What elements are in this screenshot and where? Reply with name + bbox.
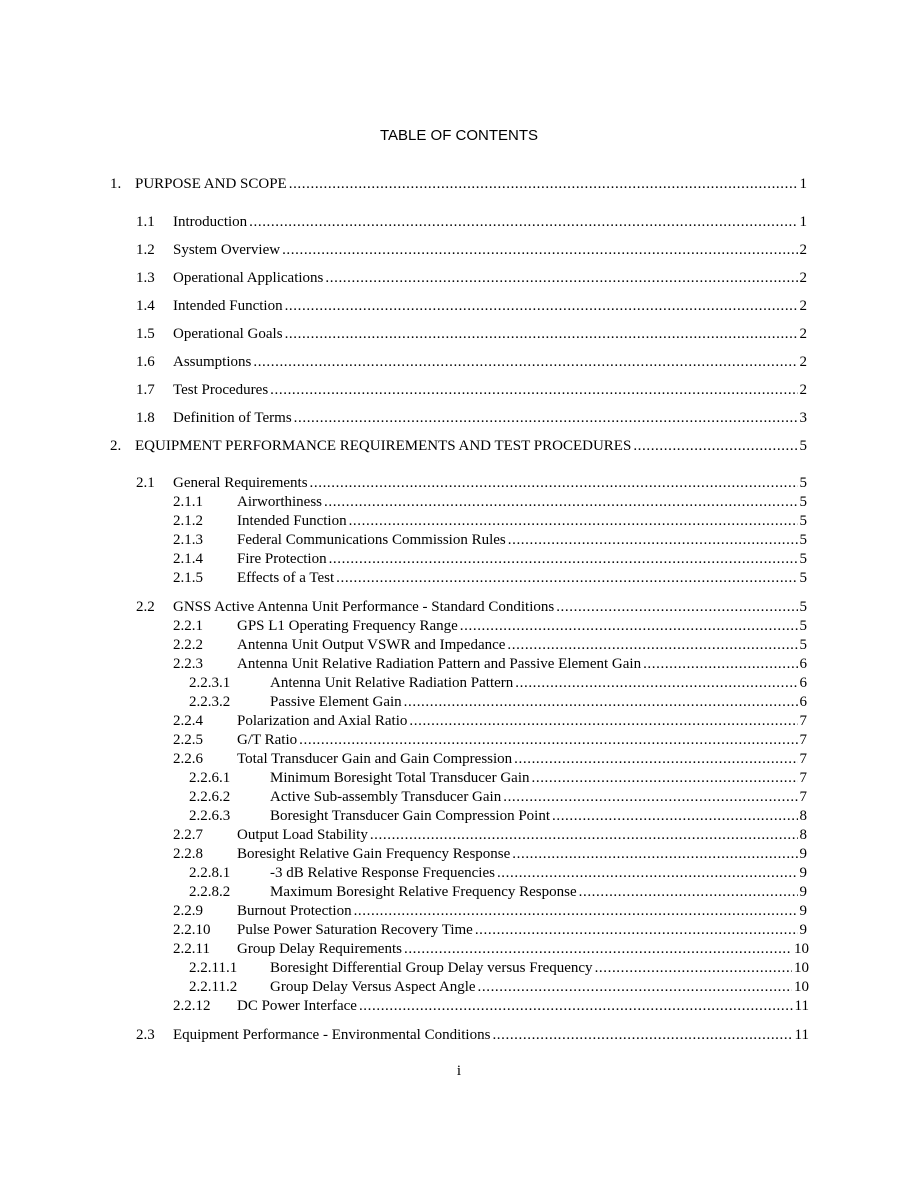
leader-dots — [633, 437, 797, 456]
toc-entry-number: 1.2 — [136, 242, 155, 258]
toc-entry-page: 7 — [799, 789, 807, 805]
toc-entry-number: 2.2 — [136, 599, 155, 615]
toc-entry-page: 9 — [799, 884, 807, 900]
toc-entry[interactable] — [173, 636, 807, 655]
toc-entry[interactable] — [173, 655, 807, 674]
toc-entry-number: 1.5 — [136, 326, 155, 342]
toc-entry-number: 2.2.11.2 — [189, 979, 238, 995]
toc-entry-text: Output Load Stability — [237, 827, 368, 843]
leader-dots — [324, 493, 798, 512]
toc-entry-number: 2.2.6 — [173, 751, 203, 767]
toc-entry-number: 1.3 — [136, 270, 155, 286]
toc-entry[interactable] — [136, 598, 807, 617]
toc-entry[interactable] — [189, 674, 807, 693]
toc-entry-page: 5 — [799, 551, 807, 567]
toc-entry-page: 9 — [799, 846, 807, 862]
toc-entry-page: 10 — [794, 960, 809, 976]
toc-entry-number: 1.8 — [136, 410, 155, 426]
toc-entry-page: 9 — [799, 903, 807, 919]
leader-dots — [478, 978, 792, 997]
leader-dots — [475, 921, 798, 940]
toc-entry[interactable] — [136, 241, 807, 260]
toc-entry-page: 6 — [799, 694, 807, 710]
leader-dots — [249, 213, 797, 232]
leader-dots — [503, 788, 797, 807]
toc-entry[interactable] — [136, 474, 807, 493]
toc-entry-text: Fire Protection — [237, 551, 327, 567]
toc-entry-page: 5 — [799, 475, 807, 491]
toc-entry[interactable] — [173, 493, 807, 512]
toc-entry[interactable] — [173, 531, 807, 550]
toc-entry-page: 7 — [799, 751, 807, 767]
leader-dots — [270, 381, 797, 400]
toc-entry[interactable] — [173, 921, 807, 940]
toc-entry-number: 2.2.8.1 — [189, 865, 231, 881]
toc-entry-number: 2.2.8 — [173, 846, 203, 862]
toc-entry-number: 2.1.3 — [173, 532, 203, 548]
toc-entry-text: Intended Function — [173, 298, 283, 314]
toc-entry-number: 1.6 — [136, 354, 155, 370]
toc-entry-page: 10 — [794, 979, 809, 995]
toc-entry-text: Group Delay Requirements — [237, 941, 402, 957]
toc-entry-number: 2.2.3 — [173, 656, 203, 672]
toc-entry-text: EQUIPMENT PERFORMANCE REQUIREMENTS AND TEST PROCEDURES — [135, 438, 632, 454]
leader-dots — [294, 409, 798, 428]
toc-entry-page: 2 — [799, 382, 807, 398]
toc-entry-number: 2.2.7 — [173, 827, 203, 843]
toc-entry[interactable] — [173, 826, 807, 845]
leader-dots — [289, 175, 798, 194]
toc-entry[interactable] — [189, 978, 809, 997]
toc-entry-number: 1.7 — [136, 382, 155, 398]
leader-dots — [514, 750, 797, 769]
toc-entry-page: 9 — [799, 865, 807, 881]
toc-entry[interactable] — [173, 712, 807, 731]
toc-entry-page: 2 — [799, 354, 807, 370]
toc-entry-text: Maximum Boresight Relative Frequency Response — [270, 884, 577, 900]
toc-entry-text: Antenna Unit Relative Radiation Pattern — [270, 675, 514, 691]
toc-entry-page: 5 — [799, 637, 807, 653]
toc-entry[interactable] — [173, 845, 807, 864]
toc-entry-text: Definition of Terms — [173, 410, 292, 426]
toc-entry[interactable] — [136, 1026, 809, 1045]
toc-entry-number: 2. — [110, 438, 122, 454]
toc-entry[interactable] — [173, 750, 807, 769]
toc-entry[interactable] — [173, 512, 807, 531]
leader-dots — [515, 674, 797, 693]
toc-entry[interactable] — [189, 864, 807, 883]
toc-entry-text: Intended Function — [237, 513, 347, 529]
toc-entry-number: 1.1 — [136, 214, 155, 230]
toc-entry[interactable] — [136, 353, 807, 372]
leader-dots — [404, 940, 792, 959]
leader-dots — [512, 845, 797, 864]
toc-entry-text: General Requirements — [173, 475, 308, 491]
leader-dots — [359, 997, 793, 1016]
leader-dots — [643, 655, 797, 674]
toc-entry[interactable] — [110, 437, 807, 456]
toc-entry-number: 2.2.6.2 — [189, 789, 231, 805]
toc-entry[interactable] — [189, 883, 807, 902]
leader-dots — [404, 693, 798, 712]
toc-entry-number: 2.2.6.1 — [189, 770, 231, 786]
leader-dots — [282, 241, 797, 260]
toc-entry-page: 7 — [799, 770, 807, 786]
toc-entry-text: Burnout Protection — [237, 903, 352, 919]
toc-entry-page: 8 — [799, 827, 807, 843]
toc-entry-page: 11 — [794, 1027, 809, 1043]
toc-entry-text: Test Procedures — [173, 382, 269, 398]
leader-dots — [349, 512, 798, 531]
leader-dots — [370, 826, 798, 845]
toc-entry-number: 2.1.1 — [173, 494, 203, 510]
leader-dots — [492, 1026, 792, 1045]
toc-entry-page: 7 — [799, 732, 807, 748]
toc-entry-text: -3 dB Relative Response Frequencies — [270, 865, 495, 881]
leader-dots — [579, 883, 798, 902]
toc-entry-page: 10 — [794, 941, 809, 957]
toc-entry-page: 8 — [799, 808, 807, 824]
toc-entry[interactable] — [173, 731, 807, 750]
toc-entry-page: 7 — [799, 713, 807, 729]
leader-dots — [354, 902, 798, 921]
toc-entry-text: Polarization and Axial Ratio — [237, 713, 408, 729]
toc-entry[interactable] — [189, 807, 807, 826]
toc-entry-number: 2.3 — [136, 1027, 155, 1043]
toc-entry-page: 5 — [799, 599, 807, 615]
toc-entry[interactable] — [136, 297, 807, 316]
toc-entry-number: 2.2.4 — [173, 713, 203, 729]
toc-entry-number: 2.2.8.2 — [189, 884, 231, 900]
toc-entry-text: Active Sub-assembly Transducer Gain — [270, 789, 502, 805]
toc-entry-number: 1. — [110, 176, 122, 192]
toc-entry[interactable] — [173, 997, 809, 1016]
toc-entry[interactable] — [173, 940, 809, 959]
toc-entry-number: 2.2.1 — [173, 618, 203, 634]
toc-entry-page: 6 — [799, 656, 807, 672]
toc-entry[interactable] — [189, 788, 807, 807]
toc-entry-text: Minimum Boresight Total Transducer Gain — [270, 770, 530, 786]
toc-entry[interactable] — [110, 175, 807, 194]
toc-entry-page: 2 — [799, 298, 807, 314]
toc-entry-text: Equipment Performance - Environmental Conditions — [173, 1027, 491, 1043]
toc-entry-number: 2.2.11 — [173, 941, 210, 957]
toc-entry-text: Antenna Unit Relative Radiation Pattern and Passive Element Gain — [237, 656, 642, 672]
toc-entry[interactable] — [189, 693, 807, 712]
toc-entry[interactable] — [136, 325, 807, 344]
toc-entry-text: Boresight Relative Gain Frequency Response — [237, 846, 511, 862]
toc-entry-page: 3 — [799, 410, 807, 426]
toc-entry-page: 1 — [799, 176, 807, 192]
toc-entry-page: 5 — [799, 513, 807, 529]
leader-dots — [285, 325, 798, 344]
leader-dots — [507, 636, 797, 655]
toc-entry-page: 1 — [799, 214, 807, 230]
toc-entry[interactable] — [136, 269, 807, 288]
toc-entry-text: GNSS Active Antenna Unit Performance - Standard Conditions — [173, 599, 555, 615]
toc-entry-text: Airworthiness — [237, 494, 322, 510]
toc-entry[interactable] — [189, 769, 807, 788]
toc-entry-number: 2.2.9 — [173, 903, 203, 919]
toc-entry-text: Federal Communications Commission Rules — [237, 532, 506, 548]
leader-dots — [409, 712, 797, 731]
leader-dots — [310, 474, 798, 493]
leader-dots — [336, 569, 797, 588]
leader-dots — [532, 769, 798, 788]
toc-entry-text: Boresight Differential Group Delay versus Frequency — [270, 960, 593, 976]
toc-entry-text: Passive Element Gain — [270, 694, 402, 710]
toc-entry-text: DC Power Interface — [237, 998, 357, 1014]
toc-entry[interactable] — [173, 569, 807, 588]
toc-entry-number: 2.1.5 — [173, 570, 203, 586]
page-number-footer: i — [456, 1063, 462, 1079]
toc-entry-number: 2.2.10 — [173, 922, 211, 938]
toc-entry-number: 2.2.5 — [173, 732, 203, 748]
leader-dots — [497, 864, 798, 883]
leader-dots — [329, 550, 798, 569]
toc-entry[interactable] — [173, 902, 807, 921]
toc-entry[interactable] — [173, 617, 807, 636]
toc-title: TABLE OF CONTENTS — [379, 127, 539, 144]
toc-entry-text: Operational Goals — [173, 326, 283, 342]
toc-entry-text: Antenna Unit Output VSWR and Impedance — [237, 637, 506, 653]
toc-entry-text: Total Transducer Gain and Gain Compression — [237, 751, 513, 767]
toc-entry-number: 2.2.11.1 — [189, 960, 238, 976]
toc-entry-text: PURPOSE AND SCOPE — [135, 176, 287, 192]
toc-entry-page: 2 — [799, 242, 807, 258]
toc-entry-number: 2.1.4 — [173, 551, 203, 567]
toc-entry-number: 2.2.2 — [173, 637, 203, 653]
leader-dots — [508, 531, 798, 550]
toc-entry-page: 2 — [799, 326, 807, 342]
toc-entry-page: 9 — [799, 922, 807, 938]
leader-dots — [285, 297, 798, 316]
toc-entry-page: 5 — [799, 570, 807, 586]
toc-entry-text: GPS L1 Operating Frequency Range — [237, 618, 458, 634]
toc-entry-text: System Overview — [173, 242, 281, 258]
toc-entry-page: 2 — [799, 270, 807, 286]
toc-entry-number: 2.1 — [136, 475, 155, 491]
toc-entry-text: Operational Applications — [173, 270, 324, 286]
toc-entry-text: Assumptions — [173, 354, 252, 370]
toc-entry-text: G/T Ratio — [237, 732, 298, 748]
leader-dots — [253, 353, 797, 372]
toc-entry-number: 2.2.12 — [173, 998, 211, 1014]
leader-dots — [325, 269, 797, 288]
leader-dots — [552, 807, 798, 826]
leader-dots — [556, 598, 797, 617]
toc-entry-text: Boresight Transducer Gain Compression Point — [270, 808, 550, 824]
toc-entry-page: 5 — [799, 532, 807, 548]
toc-entry-number: 2.1.2 — [173, 513, 203, 529]
toc-entry[interactable] — [173, 550, 807, 569]
toc-entry-number: 2.2.3.2 — [189, 694, 231, 710]
toc-entry-page: 6 — [799, 675, 807, 691]
toc-entry[interactable] — [136, 381, 807, 400]
toc-entry-number: 2.2.6.3 — [189, 808, 231, 824]
leader-dots — [299, 731, 797, 750]
toc-entry-page: 11 — [794, 998, 809, 1014]
leader-dots — [595, 959, 792, 978]
toc-entry-page: 5 — [799, 618, 807, 634]
toc-entry-page: 5 — [799, 438, 807, 454]
toc-entry-text: Introduction — [173, 214, 248, 230]
toc-entry[interactable] — [136, 409, 807, 428]
toc-entry[interactable] — [136, 213, 807, 232]
toc-entry-text: Pulse Power Saturation Recovery Time — [237, 922, 473, 938]
leader-dots — [460, 617, 798, 636]
toc-entry-page: 5 — [799, 494, 807, 510]
toc-entry-number: 1.4 — [136, 298, 155, 314]
toc-entry-text: Group Delay Versus Aspect Angle — [270, 979, 476, 995]
toc-entry[interactable] — [189, 959, 809, 978]
toc-entry-text: Effects of a Test — [237, 570, 335, 586]
toc-entry-number: 2.2.3.1 — [189, 675, 231, 691]
